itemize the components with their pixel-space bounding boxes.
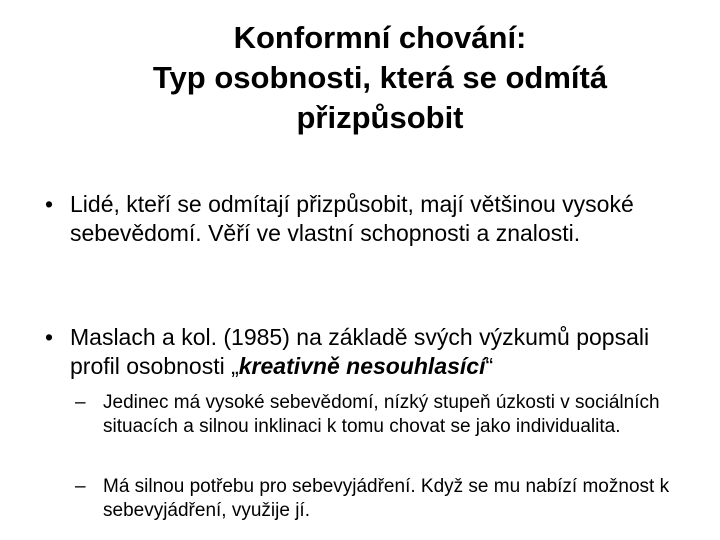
sub-bullet-item <box>75 391 705 439</box>
emphasized-term: kreativně nesouhlasící <box>238 353 486 379</box>
sub-bullet-marker: – <box>75 392 86 413</box>
bullet-item <box>45 323 700 381</box>
sub-bullet-item <box>75 475 705 523</box>
bullet-item <box>45 190 700 248</box>
bullet-marker: • <box>45 324 54 350</box>
sub-bullet-marker: – <box>75 476 86 497</box>
sub-bullet-text: Jedinec má vysoké sebevědomí, nízký stupeň úzkosti v sociálních situacích a silnou inklinaci k tomu chovat se jako individualita. <box>103 392 660 437</box>
bullet-text: Lidé, kteří se odmítají přizpůsobit, mají většinou vysoké sebevědomí. Věří ve vlastní schopnosti a znalosti. <box>70 191 634 246</box>
bullet-text-end: “ <box>485 353 494 379</box>
bullet-marker: • <box>45 191 54 217</box>
bullet-text <box>70 323 700 381</box>
title-line-2: Typ osobnosti, která se odmítá <box>152 60 608 95</box>
title-line-1: Konformní chování: <box>233 20 527 55</box>
sub-bullet-text: Má silnou potřebu pro sebevyjádření. Když se mu nabízí možnost k sebevyjádření, využije jí. <box>103 476 670 521</box>
slide-title <box>40 18 720 138</box>
bullet-text-start: Maslach a kol. (1985) na základě svých výzkumů popsali profil osobnosti „ <box>70 324 650 379</box>
title-line-3: přizpůsobit <box>296 100 464 135</box>
